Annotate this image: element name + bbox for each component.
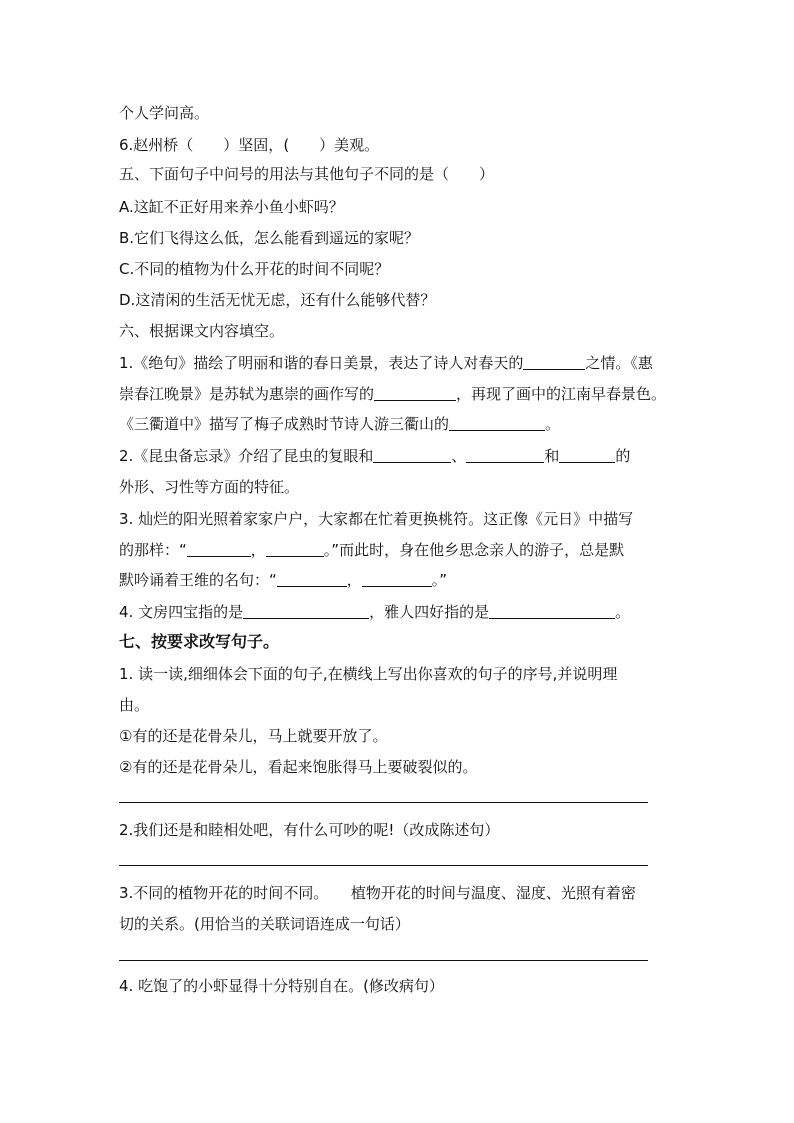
text: 。 <box>545 415 561 433</box>
fill-question-1-line-2 <box>119 384 666 404</box>
answer-blank[interactable] <box>362 572 432 587</box>
fill-question-3-line-2 <box>119 540 624 560</box>
option-d: D.这清闲的生活无忧无虑，还有什么能够代替？ <box>119 291 436 309</box>
text: ，再现了画中的江南早春景色。 <box>456 385 667 403</box>
rewrite-question-3-line-2: 切的关系。(用恰当的关联词语连成一句话） <box>119 915 410 933</box>
rewrite-question-1-line-1: 1. 读一读,细细体会下面的句子,在横线上写出你喜欢的句子的序号,并说明理 <box>119 665 618 683</box>
section-5-heading: 五、下面句子中问号的用法与其他句子不同的是（ ） <box>119 165 495 183</box>
text-line: 个人学问高。 <box>119 104 210 122</box>
text: 崇春江晚景》是苏轼为惠崇的画作写的 <box>119 385 375 403</box>
option-c: C.不同的植物为什么开花的时间不同呢？ <box>119 260 390 278</box>
text: 和 <box>544 447 560 465</box>
answer-line[interactable] <box>119 802 648 803</box>
text: 。 <box>615 603 631 621</box>
fill-question-3-line-1: 3. 灿烂的阳光照着家家户户，大家都在忙着更换桃符。这正像《元日》中描写 <box>119 510 634 528</box>
text: 4. 文房四宝指的是 <box>119 603 244 621</box>
sentence-option-1: ①有的还是花骨朵儿，马上就要开放了。 <box>119 727 388 745</box>
text: 2.《昆虫备忘录》介绍了昆虫的复眼和 <box>119 447 374 465</box>
section-7-heading: 七、按要求改写句子。 <box>119 632 280 651</box>
text: 1.《绝句》描绘了明丽和谐的春日美景，表达了诗人对春天的 <box>119 354 524 372</box>
fill-question-2-line-2: 外形、习性等方面的特征。 <box>119 478 300 496</box>
text: 的那样：“ <box>119 541 187 559</box>
answer-blank[interactable] <box>449 416 545 431</box>
text: 默吟诵着王维的名句：“ <box>119 571 277 589</box>
question-zhaozhou-bridge: 6.赵州桥（ ）坚固，( ）美观。 <box>119 136 380 154</box>
text: 之情。《惠 <box>585 354 653 372</box>
option-a: A.这缸不正好用来养小鱼小虾吗？ <box>119 198 344 216</box>
fill-question-1-line-3 <box>119 414 560 434</box>
answer-blank[interactable] <box>266 542 324 557</box>
rewrite-question-1-line-2: 由。 <box>119 696 150 714</box>
sentence-option-2: ②有的还是花骨朵儿，看起来饱胀得马上要破裂似的。 <box>119 758 478 776</box>
section-6-heading: 六、根据课文内容填空。 <box>119 322 285 340</box>
answer-blank[interactable] <box>523 355 585 370</box>
fill-question-4 <box>119 602 630 622</box>
answer-blank[interactable] <box>243 604 369 619</box>
rewrite-question-2: 2.我们还是和睦相处吧，有什么可吵的呢!（改成陈述句） <box>119 821 500 839</box>
text: ， <box>250 541 266 559</box>
text: 。” <box>431 571 448 589</box>
answer-line[interactable] <box>119 865 648 866</box>
answer-blank[interactable] <box>489 604 615 619</box>
text: ， <box>346 571 362 589</box>
text: ，雅人四好指的是 <box>369 603 490 621</box>
option-b: B.它们飞得这么低，怎么能看到遥远的家呢？ <box>119 229 420 247</box>
answer-line[interactable] <box>119 960 648 961</box>
text: 的 <box>615 447 631 465</box>
answer-blank[interactable] <box>277 572 347 587</box>
answer-blank[interactable] <box>187 542 251 557</box>
fill-question-2-line-1 <box>119 446 630 466</box>
answer-blank[interactable] <box>559 448 615 463</box>
rewrite-question-4: 4. 吃饱了的小虾显得十分特别自在。(修改病句） <box>119 977 444 995</box>
answer-blank[interactable] <box>374 386 456 401</box>
text: 、 <box>451 447 467 465</box>
rewrite-question-3-line-1: 3.不同的植物开花的时间不同。 植物开花的时间与温度、湿度、光照有着密 <box>119 884 636 902</box>
text: 。”而此时，身在他乡思念亲人的游子，总是默 <box>323 541 625 559</box>
fill-question-1-line-1 <box>119 353 653 373</box>
answer-blank[interactable] <box>466 448 544 463</box>
text: 《三衢道中》描写了梅子成熟时节诗人游三衢山的 <box>119 415 450 433</box>
fill-question-3-line-3 <box>119 570 447 590</box>
answer-blank[interactable] <box>373 448 451 463</box>
